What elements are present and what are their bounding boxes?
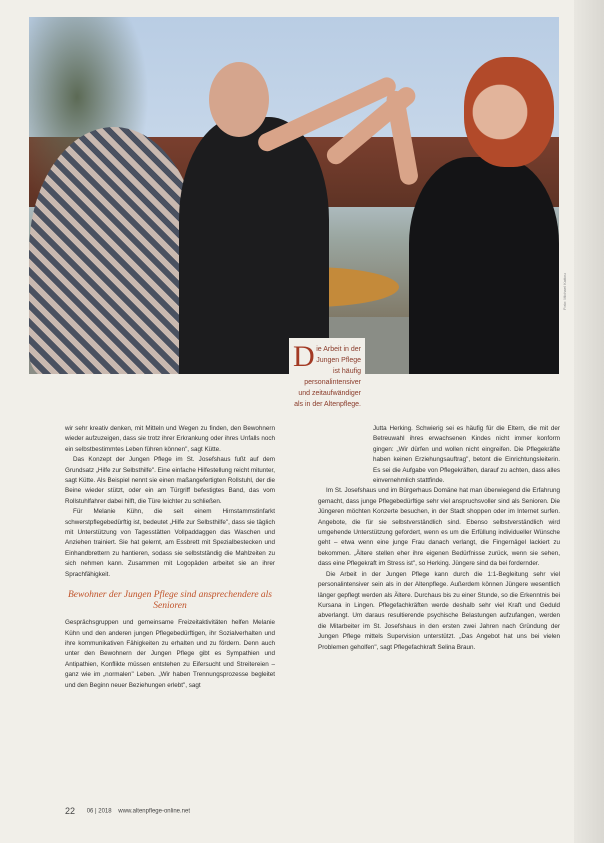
issue-label: 06 | 2018	[86, 808, 112, 815]
page-footer	[65, 806, 190, 816]
photo-person-center-head	[209, 62, 269, 137]
photo-person-left	[29, 127, 199, 374]
website-label: www.altenpflege-online.net	[118, 808, 190, 815]
subheading: Bewohner der Jungen Pflege sind ansprechendere als Senioren	[67, 590, 273, 612]
pull-quote-text: ie Arbeit in der Jungen Pflege ist häufig personalintensiver und zeitaufwändiger als in der Altenpflege.	[294, 346, 361, 408]
paragraph: Die Arbeit in der Jungen Pflege kann durch die 1:1-Begleitung sehr viel personalintensiver sein als in der Altenpflege. Außerdem können Jüngere wesentlich länger gepflegt werden als Ältere. Durchaus bis zu einer Stunde, so die Erkenntnis bei Kursana in Lingen. Pflegefachkräften werde deshalb sehr viel Kraft und Geduld abverlangt. Um daraus resultierende psychische Belastungen aufzufangen, werden die Mitarbeiter im St. Josefshaus in den ersten zwei Jahren nach Gründung der Jungen Pflege mittels Supervision unterstützt. „Das Angebot hat uns bei vielen Problemen geholfen", sagt Pflegefachkraft Selina Braun.	[318, 570, 560, 651]
paragraph: Für Melanie Kühn, die seit einem Hirnstammstinfarkt schwerstpflegebedürftig ist, bedeutet „Hilfe zur Selbsthilfe", dass sie täglich mit Unterstützung von Tagesstätten Vollpaddaggen das Waschen und Anziehen trainiert. Sie hat gelernt, am Essbrett mit Spezialbestecken und Einhandbrettern zu hantieren, sodass sie selbstständig die Mahlzeiten zu sich nehmen kann. Zusammen mit Logopäden arbeitet sie an ihrer Sprachfähigkeit.	[65, 508, 275, 578]
paragraph: Im St. Josefshaus und im Bürgerhaus Domäne hat man überwiegend die Erfahrung gemacht, dass junge Pflegebedürftige sehr viel anspruchsvoller sind als Senioren. Die Jüngeren möchten Konzerte besuchen, in der Stadt shoppen oder im Internet surfen. Angebote, die für sie selbstverständlich sind. Ebenso selbstverständlich wird umgehende Unterstützung gefordert, wenn es um die Erfüllung individueller Wünsche geht – etwa wenn eine junge Frau danach verlangt, die Fingernägel lackiert zu bekommen. „Ältere stellen eher ihre eigenen Bedürfnisse zurück, wenn sie sehen, dass eine Pflegekraft im Stress ist", so Herking. Jüngere sind da bei fordernder.	[318, 487, 560, 568]
photo-person-center	[179, 117, 329, 374]
text-column-right	[318, 424, 560, 653]
drop-cap: D	[293, 340, 315, 373]
page-number: 22	[65, 806, 76, 816]
scan-edge	[574, 0, 604, 843]
paragraph: Jutta Herking. Schwierig sei es häufig für die Eltern, die mit der Betreuwahl ihres erwachsenen Kindes nicht immer konform gingen: „Wir dürfen und wollen nicht eingreifen. Die Pflegekräfte haben keinen Erziehungsauftrag", betont die Einrichtungsleiterin. Es sei die Aufgabe von Pflegekräften, darauf zu achten, dass alles einvernehmlich stattfinde.	[373, 425, 560, 485]
photo-person-right-head	[464, 57, 554, 167]
article-photo	[29, 17, 559, 374]
photo-person-right	[409, 157, 559, 374]
photo-credit: Foto: Michael Kattou	[562, 273, 567, 310]
paragraph: wir sehr kreativ denken, mit Mitteln und Wegen zu finden, den Bewohnern wieder aufzuzeigen, dass sie trotz ihrer Erkrankung oder ihres Unfalls noch ein selbstbestimmtes Leben führen können", sagt Kütte.	[65, 425, 275, 453]
text-column-left	[65, 424, 275, 691]
paragraph: Gesprächsgruppen und gemeinsame Freizeitaktivitäten helfen Melanie Kühn und den anderen jungen Pflegebedürftigen, ihr Sozialverhalten und ihre kommunikativen Fähigkeiten zu erhalten und zu fördern. Denn auch unter den Bewohnern der Jungen Pflege gibt es Sympathien und Antipathien, Konflikte müssen entstehen zu Eifersucht und Streitereien – ganz wie im „normalen" Leben. „Wir haben Trennungsprozesse begleitet und den Beginn neuer Beziehungen erlebt", sagt	[65, 619, 275, 689]
paragraph: Das Konzept der Jungen Pflege im St. Josefshaus fußt auf dem Grundsatz „Hilfe zur Selbsthilfe". Eine einfache Hilfestellung reicht mitunter, sagt Kütte. Als Beispiel nennt sie einen maßangefertigten Rollstuhl, der die Beine wieder stützt, oder ein am Türgriff befestigtes Band, das vom Rollstuhlfahrer dabei hilft, die Türe leichter zu schließen.	[65, 456, 275, 505]
